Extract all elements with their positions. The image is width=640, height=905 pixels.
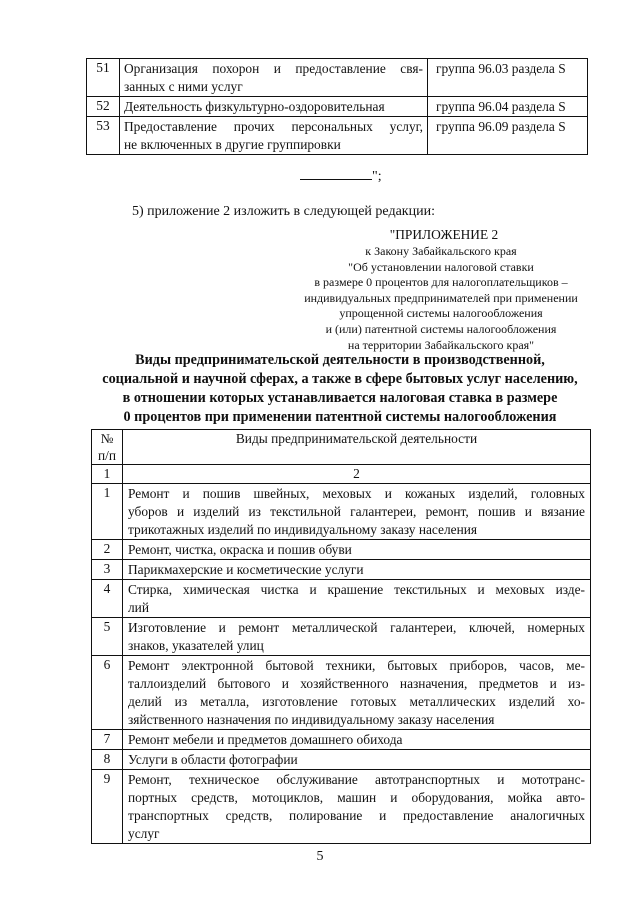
table-row	[92, 730, 591, 750]
row-number: 2	[92, 540, 123, 560]
header-line: №	[100, 431, 114, 446]
activity-description	[123, 618, 591, 656]
table-row	[92, 540, 591, 560]
text-line: таллоизделий бытового и хозяйственного назначения, предметов и из-	[128, 676, 585, 691]
text-line: Ремонт, техническое обслуживание автотранспортных и мототранс-	[128, 772, 585, 787]
text-line: Деятельность физкультурно-оздоровительная	[124, 99, 385, 114]
table-row	[92, 656, 591, 730]
appendix-line: индивидуальных предпринимателей при применении	[304, 290, 578, 305]
text-line: Стирка, химическая чистка и крашение текстильных и меховых изде-	[128, 582, 585, 597]
activity-description	[123, 730, 591, 750]
text-line: Ремонт и пошив швейных, меховых и кожаных изделий, головных	[128, 486, 585, 501]
table-row	[92, 750, 591, 770]
appendix-line: на территории Забайкальского края"	[347, 337, 535, 352]
row-number: 6	[92, 656, 123, 730]
table-row	[92, 484, 591, 540]
table-body	[92, 484, 591, 844]
page-number: 5	[316, 849, 324, 864]
table-row	[92, 618, 591, 656]
row-number: 5	[92, 618, 123, 656]
text-line: транспортных средств, полирование и предоставление аналогичных	[128, 808, 585, 823]
activity-description	[123, 750, 591, 770]
classifier-code: группа 96.04 раздела S	[428, 97, 588, 117]
table-row	[87, 117, 588, 155]
activity-description	[123, 484, 591, 540]
appendix-line: к Закону Забайкальского края	[365, 244, 517, 258]
row-number: 53	[87, 117, 120, 155]
activity-description	[123, 540, 591, 560]
text-line: лий	[128, 600, 150, 615]
row-number: 8	[92, 750, 123, 770]
table-row	[92, 770, 591, 844]
text-line: зяйственного назначения по индивидуальному заказу населения	[128, 712, 495, 727]
appendix-title: "ПРИЛОЖЕНИЕ 2	[389, 227, 499, 242]
text-line: знаков, указателей улиц	[128, 638, 264, 653]
activity-name	[120, 59, 428, 97]
classifier-code: группа 96.03 раздела S	[428, 59, 588, 97]
table-header-row	[92, 430, 591, 465]
table-row	[92, 560, 591, 580]
appendix-header	[296, 227, 586, 353]
row-number: 9	[92, 770, 123, 844]
closing-mark	[300, 168, 382, 185]
text-line: Ремонт мебели и предметов домашнего обихода	[128, 732, 403, 747]
text-line: Предоставление прочих персональных услуг,	[124, 119, 423, 134]
activity-column-header: Виды предпринимательской деятельности	[123, 430, 591, 465]
text-line: Организация похорон и предоставление свя-	[124, 61, 423, 76]
text-line: Ремонт электронной бытовой техники, бытовых приборов, часов, ме-	[128, 658, 585, 673]
text-line: Изготовление и ремонт металлической галантереи, ключей, номерных	[128, 620, 585, 635]
row-number: 51	[87, 59, 120, 97]
appendix-line: "Об установлении налоговой ставки	[348, 259, 534, 274]
column-index: 1	[92, 465, 123, 484]
table-row	[92, 580, 591, 618]
activity-description	[123, 770, 591, 844]
row-number: 1	[92, 484, 123, 540]
appendix-line: упрощенной системы налогообложения	[339, 306, 543, 321]
text-line: не включенных в другие группировки	[124, 137, 341, 152]
activity-name	[120, 117, 428, 155]
appendix-line: и (или) патентной системы налогообложения	[325, 321, 557, 336]
title-line: в отношении которых устанавливается налоговая ставка в размере	[122, 390, 558, 406]
text-line: Парикмахерские и косметические услуги	[128, 562, 364, 577]
activity-name	[120, 97, 428, 117]
row-number: 3	[92, 560, 123, 580]
text-line: портных средств, мотоциклов, машин и оборудования, мойка авто-	[128, 790, 585, 805]
text-line: Ремонт, чистка, окраска и пошив обуви	[128, 542, 352, 557]
table-title	[80, 351, 600, 427]
row-number: 7	[92, 730, 123, 750]
text-line: Услуги в области фотографии	[128, 752, 298, 767]
column-index-row	[92, 465, 591, 484]
text-line: делий из металла, изготовление готовых металлических изделий хо-	[128, 694, 585, 709]
row-number: 52	[87, 97, 120, 117]
title-line: социальной и научной сферах, а также в сфере бытовых услуг населению,	[102, 371, 578, 387]
table-row	[87, 59, 588, 97]
title-line: Виды предпринимательской деятельности в производственной,	[135, 352, 545, 368]
appendix-line: в размере 0 процентов для налогоплательщиков –	[314, 275, 568, 290]
activity-description	[123, 560, 591, 580]
closing-quote: ";	[372, 169, 382, 184]
signature-line	[300, 168, 372, 180]
activities-table	[91, 429, 591, 844]
activity-description	[123, 580, 591, 618]
number-column-header	[92, 430, 123, 465]
text-line: занных с ними услуг	[124, 79, 243, 94]
text-line: уборов и изделий из текстильной галантереи, ремонт, пошив и вязание	[128, 504, 585, 519]
text-line: трикотажных изделий по индивидуальному заказу населения	[128, 522, 478, 537]
text-line: услуг	[128, 826, 160, 841]
activity-description	[123, 656, 591, 730]
title-line: 0 процентов при применении патентной системы налогообложения	[123, 409, 557, 425]
top-table	[86, 58, 588, 155]
header-line: п/п	[97, 448, 117, 463]
table-row	[87, 97, 588, 117]
column-index: 2	[123, 465, 591, 484]
classifier-code: группа 96.09 раздела S	[428, 117, 588, 155]
amendment-text: 5) приложение 2 изложить в следующей редакции:	[132, 204, 435, 219]
row-number: 4	[92, 580, 123, 618]
